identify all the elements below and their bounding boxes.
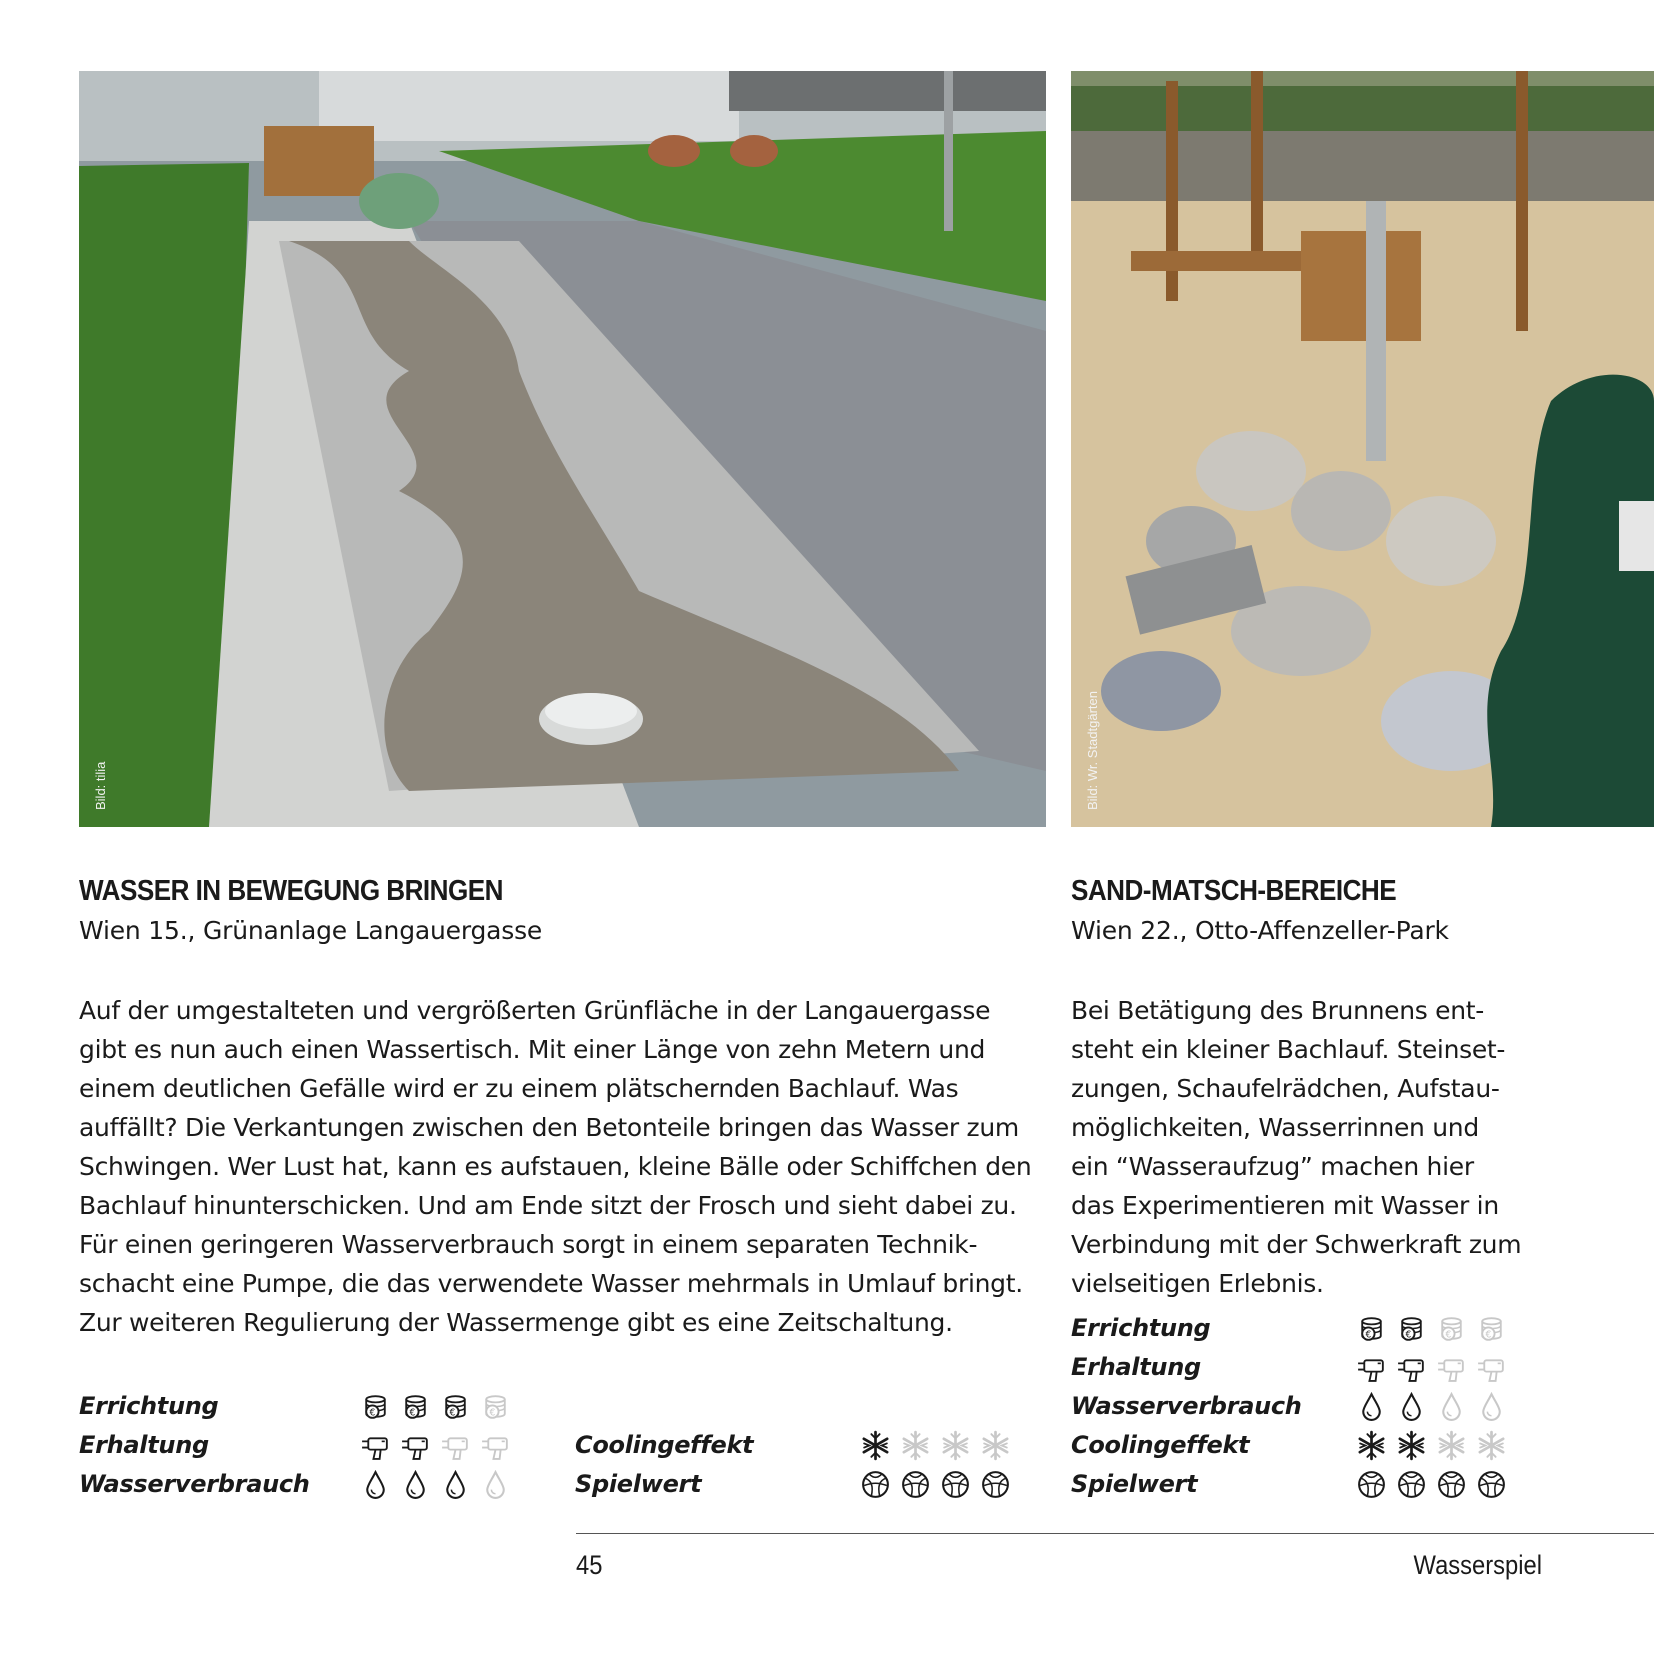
left-body-line: schacht eine Pumpe, die das verwendete Wasser mehrmals in Umlauf bringt. — [79, 1269, 1023, 1298]
ball-icon — [1435, 1468, 1468, 1501]
ball-icon — [899, 1468, 932, 1501]
left-body-line: gibt es nun auch einen Wassertisch. Mit einer Länge von zehn Metern und — [79, 1035, 986, 1064]
right-rating-coolingeffekt-label: Coolingeffekt — [1071, 1431, 1250, 1459]
left-rating-wasserverbrauch-label: Wasserverbrauch — [79, 1470, 310, 1498]
right-body-line: das Experimentieren mit Wasser in — [1071, 1191, 1499, 1220]
left-rating-erhaltung-icons — [359, 1429, 512, 1462]
right-rating-spielwert-label: Spielwert — [1071, 1470, 1198, 1498]
water-drop-icon — [359, 1468, 392, 1501]
coin-stack-icon — [1435, 1312, 1468, 1345]
photo-credit-right: Bild: Wr. Stadtgärten — [1085, 691, 1100, 810]
left-rating-coolingeffekt-label: Coolingeffekt — [575, 1431, 754, 1459]
ball-icon — [859, 1468, 892, 1501]
water-drop-icon — [399, 1468, 432, 1501]
coin-stack-icon — [479, 1390, 512, 1423]
drill-icon — [1355, 1351, 1388, 1384]
water-drop-icon — [1355, 1390, 1388, 1423]
right-body-line: Verbindung mit der Schwerkraft zum — [1071, 1230, 1522, 1259]
right-body-line: zungen, Schaufelrädchen, Aufstau- — [1071, 1074, 1500, 1103]
water-drop-icon — [1435, 1390, 1468, 1423]
snowflake-icon — [939, 1429, 972, 1462]
left-body-line: Für einen geringeren Wasserverbrauch sorgt in einem separaten Technik- — [79, 1230, 978, 1259]
right-title: SAND-MATSCH-BEREICHE — [1071, 875, 1397, 907]
right-rating-wasserverbrauch-icons — [1355, 1390, 1508, 1423]
coin-stack-icon — [1395, 1312, 1428, 1345]
section-name: Wasserspiel — [1413, 1550, 1542, 1580]
snowflake-icon — [899, 1429, 932, 1462]
ball-icon — [1395, 1468, 1428, 1501]
snowflake-icon — [1395, 1429, 1428, 1462]
svg-text:€: € — [1405, 1329, 1412, 1341]
photo-credit-left: Bild: tilia — [93, 761, 108, 810]
drill-icon — [439, 1429, 472, 1462]
ball-icon — [1475, 1468, 1508, 1501]
right-rating-errichtung-icons — [1355, 1312, 1508, 1345]
right-location: Wien 22., Otto-Affenzeller-Park — [1071, 916, 1449, 945]
right-body-line: ein “Wasseraufzug” machen hier — [1071, 1152, 1474, 1181]
right-body — [1071, 991, 1521, 1303]
left-body-line: Schwingen. Wer Lust hat, kann es aufstauen, kleine Bälle oder Schiffchen den — [79, 1152, 1032, 1181]
drill-icon — [1475, 1351, 1508, 1384]
coin-stack-icon — [439, 1390, 472, 1423]
photo-sand-mud-area — [1071, 71, 1654, 827]
drill-icon — [359, 1429, 392, 1462]
photo-water-channel — [79, 71, 1046, 827]
left-rating-coolingeffekt-icons — [859, 1429, 1012, 1462]
left-rating-errichtung-icons — [359, 1390, 512, 1423]
left-body-line: Zur weiteren Regulierung der Wassermenge gibt es eine Zeitschaltung. — [79, 1308, 953, 1337]
footer-rule — [576, 1533, 1654, 1534]
right-rating-errichtung-label: Errichtung — [1071, 1314, 1211, 1342]
coin-stack-icon — [1355, 1312, 1388, 1345]
left-body-line: Bachlauf hinunterschicken. Und am Ende sitzt der Frosch und sieht dabei zu. — [79, 1191, 1017, 1220]
water-drop-icon — [479, 1468, 512, 1501]
snowflake-icon — [859, 1429, 892, 1462]
left-rating-spielwert-label: Spielwert — [575, 1470, 702, 1498]
left-body-line: Auf der umgestalteten und vergrößerten Grünfläche in der Langauergasse — [79, 996, 991, 1025]
snowflake-icon — [1435, 1429, 1468, 1462]
page-number: 45 — [576, 1550, 603, 1580]
svg-text:€: € — [489, 1407, 496, 1419]
right-rating-erhaltung-label: Erhaltung — [1071, 1353, 1201, 1381]
water-drop-icon — [1395, 1390, 1428, 1423]
left-rating-erhaltung-label: Erhaltung — [79, 1431, 209, 1459]
left-body-line: einem deutlichen Gefälle wird er zu einem plätschernden Bachlauf. Was — [79, 1074, 959, 1103]
right-rating-coolingeffekt-icons — [1355, 1429, 1508, 1462]
snowflake-icon — [1355, 1429, 1388, 1462]
drill-icon — [1435, 1351, 1468, 1384]
ball-icon — [1355, 1468, 1388, 1501]
left-rating-spielwert-icons — [859, 1468, 1012, 1501]
coin-stack-icon — [1475, 1312, 1508, 1345]
left-rating-errichtung-label: Errichtung — [79, 1392, 219, 1420]
svg-text:€: € — [1445, 1329, 1452, 1341]
ball-icon — [979, 1468, 1012, 1501]
water-drop-icon — [439, 1468, 472, 1501]
coin-stack-icon — [399, 1390, 432, 1423]
coin-stack-icon — [359, 1390, 392, 1423]
right-rating-erhaltung-icons — [1355, 1351, 1508, 1384]
left-rating-wasserverbrauch-icons — [359, 1468, 512, 1501]
snowflake-icon — [1475, 1429, 1508, 1462]
drill-icon — [1395, 1351, 1428, 1384]
drill-icon — [479, 1429, 512, 1462]
svg-text:€: € — [369, 1407, 376, 1419]
left-body — [79, 991, 1031, 1342]
svg-text:€: € — [1365, 1329, 1372, 1341]
water-drop-icon — [1475, 1390, 1508, 1423]
right-body-line: steht ein kleiner Bachlauf. Steinset- — [1071, 1035, 1506, 1064]
svg-text:€: € — [449, 1407, 456, 1419]
snowflake-icon — [979, 1429, 1012, 1462]
right-body-line: vielseitigen Erlebnis. — [1071, 1269, 1324, 1298]
right-rating-wasserverbrauch-label: Wasserverbrauch — [1071, 1392, 1302, 1420]
right-rating-spielwert-icons — [1355, 1468, 1508, 1501]
svg-text:€: € — [409, 1407, 416, 1419]
left-title: WASSER IN BEWEGUNG BRINGEN — [79, 875, 503, 907]
right-body-line: Bei Betätigung des Brunnens ent- — [1071, 996, 1485, 1025]
left-body-line: auffällt? Die Verkantungen zwischen den Betonteile bringen das Wasser zum — [79, 1113, 1019, 1142]
drill-icon — [399, 1429, 432, 1462]
ball-icon — [939, 1468, 972, 1501]
svg-text:€: € — [1485, 1329, 1492, 1341]
left-location: Wien 15., Grünanlage Langauergasse — [79, 916, 543, 945]
right-body-line: möglichkeiten, Wasserrinnen und — [1071, 1113, 1479, 1142]
